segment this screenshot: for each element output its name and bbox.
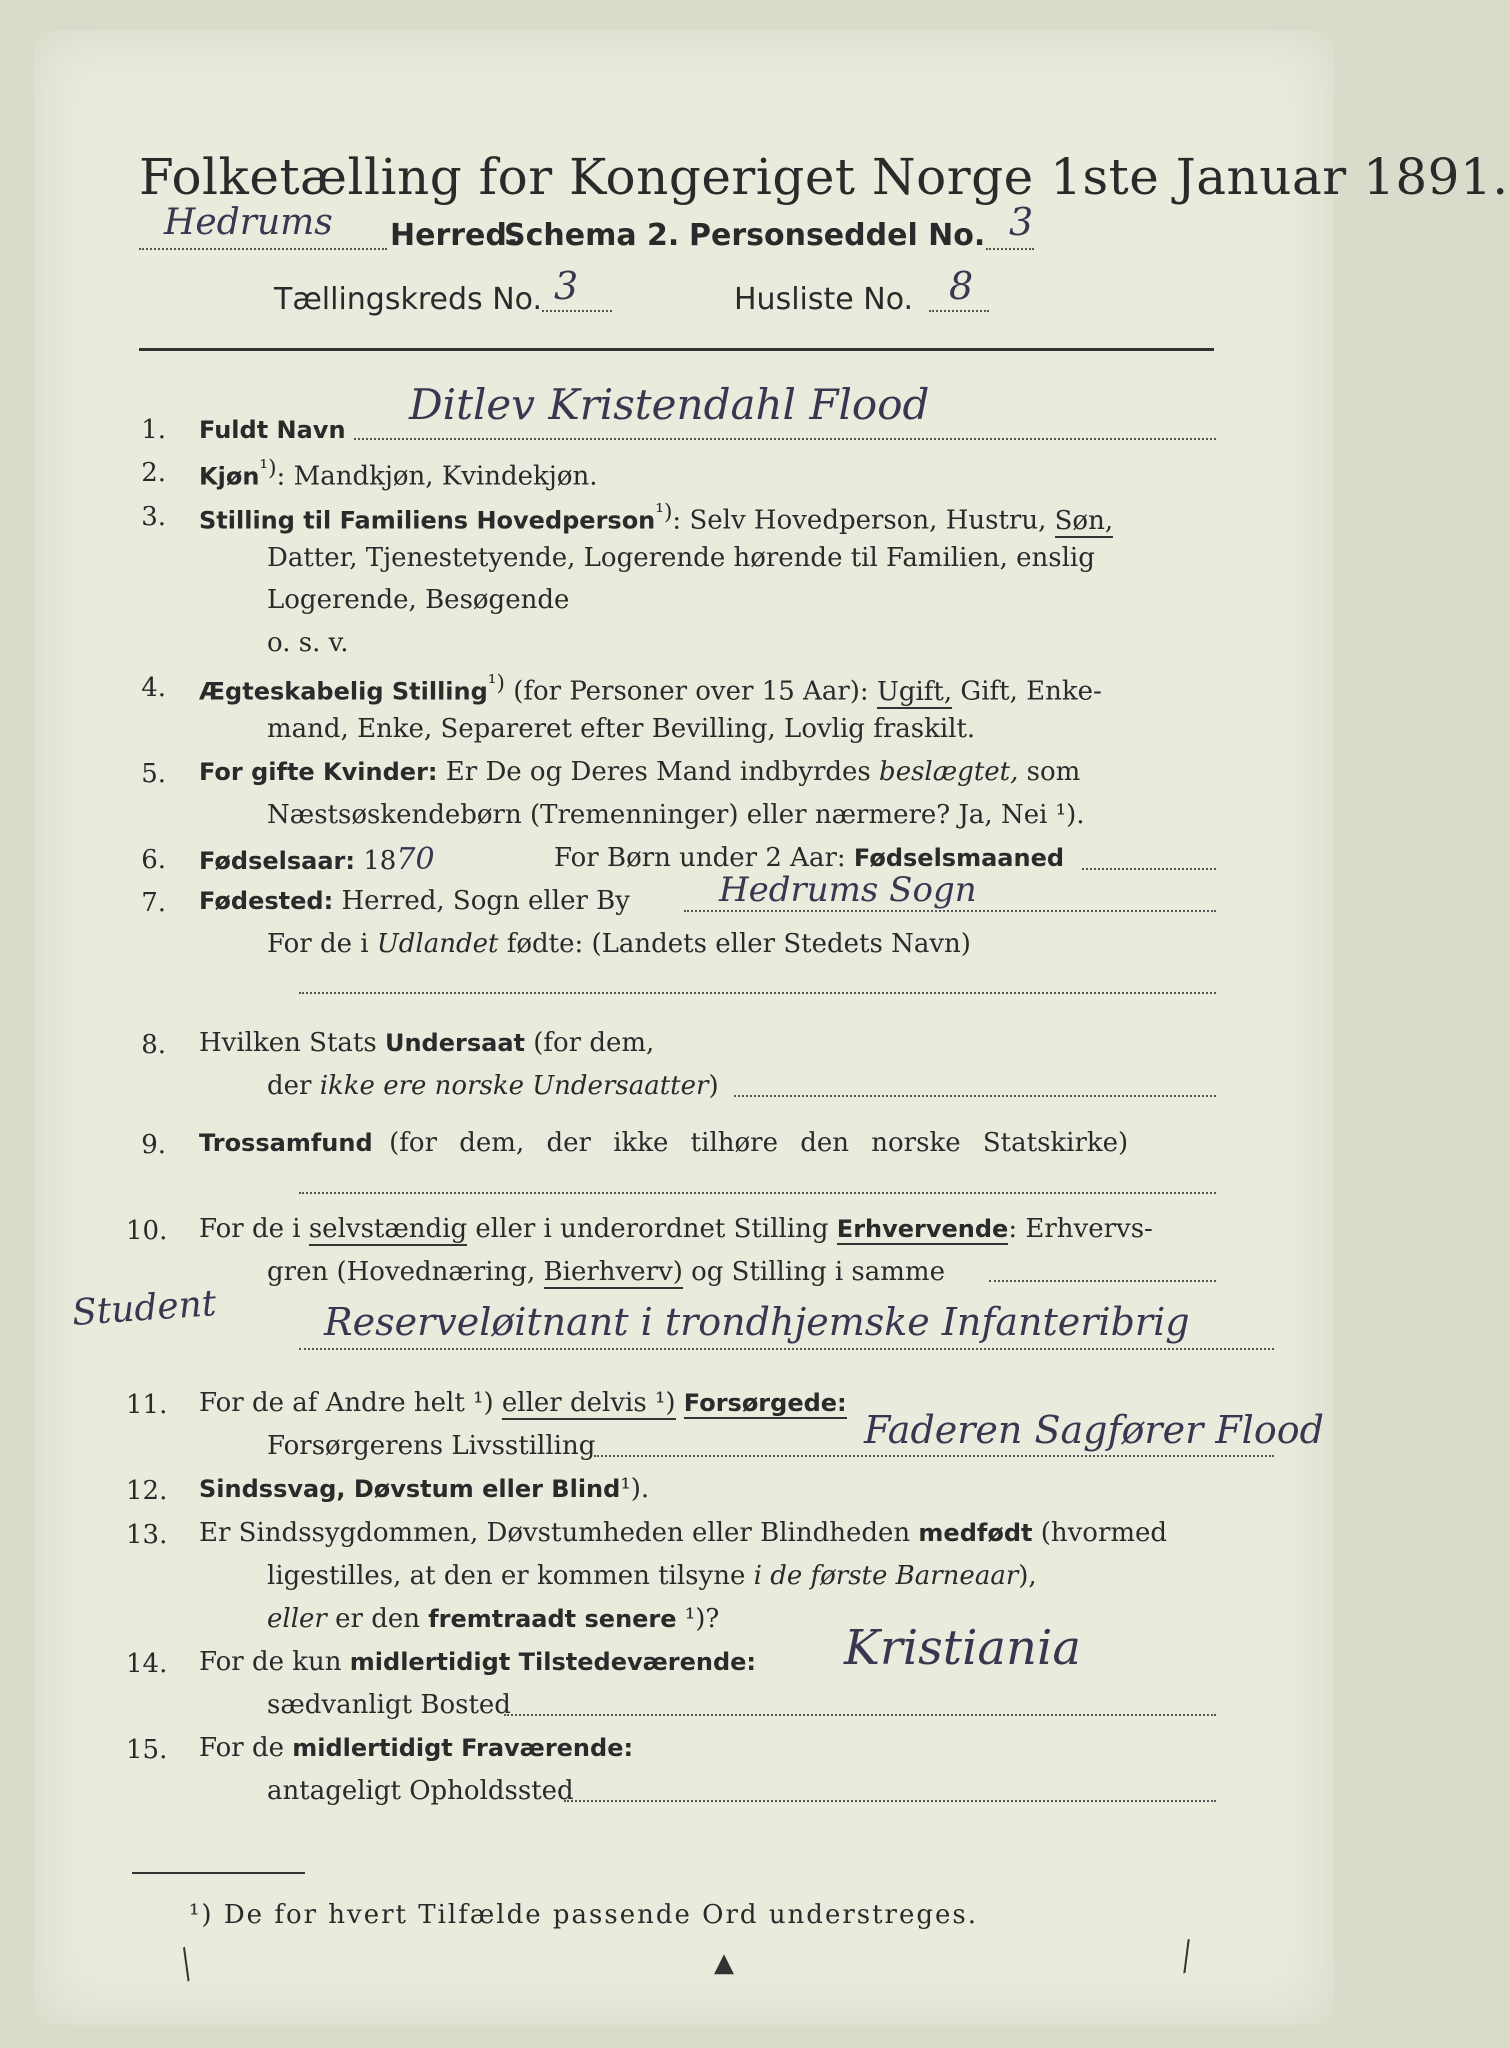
personseddel-dots: [986, 248, 1034, 250]
schema-label: Schema 2.: [504, 218, 680, 253]
tick-mark-center: ▲: [714, 1948, 734, 1978]
q15-line2: antageligt Opholdssted: [267, 1776, 574, 1806]
label-forsorgede: Forsørgede:: [683, 1389, 847, 1417]
q13-line3-end: ¹)?: [684, 1604, 720, 1634]
q10-line2: gren (Hovednæring,: [267, 1257, 536, 1287]
q7-line2-end: fødte: (Landets eller Stedets Navn): [506, 929, 971, 959]
q8-text: Hvilken Stats: [199, 1028, 377, 1058]
q14-text: For de kun: [199, 1647, 342, 1677]
q13-text2: (hvormed: [1040, 1518, 1168, 1548]
q11-line2: Forsørgerens Livsstilling: [267, 1431, 596, 1461]
item-number: 6.: [141, 845, 166, 875]
month-dots: [1082, 868, 1216, 870]
q13-line3: er den: [335, 1604, 420, 1634]
label-tilstedevaerende: midlertidigt Tilstedeværende:: [349, 1648, 757, 1676]
q15-text: For de: [199, 1733, 284, 1763]
abroad-dots: [299, 992, 1216, 994]
footnote-ref: ¹): [655, 500, 673, 525]
husliste-dots: [929, 310, 989, 312]
margin-note-student: Student: [70, 1283, 218, 1334]
kreds-value: 3: [554, 264, 579, 308]
tick-mark-right: ╱: [1174, 1940, 1200, 1974]
q10-line2-end: og Stilling i samme: [691, 1257, 945, 1287]
name-dots: [354, 438, 1216, 440]
answer-birthplace: Hedrums Sogn: [719, 870, 977, 910]
answer-occupation: Reserveløitnant i trondhjemske Infanteribrig: [324, 1300, 1190, 1344]
answer-year: 70: [396, 842, 435, 877]
label-gifte-kvinder: For gifte Kvinder:: [199, 758, 438, 786]
q13-text: Er Sindssygdommen, Døvstumheden eller Blindheden: [199, 1518, 911, 1548]
whereabouts-dots: [564, 1800, 1216, 1802]
q5-line2: Næstsøskendebørn (Tremenninger) eller nærmere? Ja, Nei ¹).: [267, 800, 1085, 830]
label-fodested: Fødested:: [199, 887, 334, 915]
stilling-options-3: Logerende, Besøgende: [267, 585, 570, 615]
q8-text2: (for dem,: [533, 1028, 655, 1058]
stilling-options-1: : Selv Hovedperson, Hustru,: [672, 505, 1047, 536]
q10-text: For de i: [199, 1214, 301, 1244]
q10-text3: : Erhvervs-: [1008, 1214, 1153, 1244]
label-trossamfund: Trossamfund: [199, 1129, 373, 1157]
q7-text: Herred, Sogn eller By: [341, 886, 630, 916]
label-stilling: Stilling til Familiens Hovedperson: [199, 506, 656, 535]
footnote-ref: ¹): [259, 456, 277, 481]
item-number: 7.: [141, 888, 166, 918]
answer-residence: Kristiania: [844, 1620, 1081, 1676]
aegteskab-options-1: Gift, Enke-: [960, 676, 1102, 707]
item-number: 9.: [141, 1130, 166, 1160]
q13-line2: ligestilles, at den er kommen tilsyne: [267, 1561, 746, 1591]
item-number: 5.: [141, 759, 166, 789]
provider-dots: [594, 1455, 1274, 1457]
label-fuldt-navn: Fuldt Navn: [199, 416, 346, 444]
q8-line2: der: [267, 1071, 312, 1101]
q5-text-end: som: [1026, 757, 1081, 787]
label-kjon: Kjøn: [199, 462, 260, 491]
nationality-dots: [734, 1095, 1216, 1097]
tick-mark-left: ╱: [171, 1948, 202, 1982]
label-medfodt: medfødt: [918, 1519, 1033, 1547]
label-fodselsaar: Fødselsaar:: [199, 847, 355, 875]
answer-name: Ditlev Kristendahl Flood: [409, 380, 930, 429]
aegteskab-note: (for Personer over 15 Aar):: [513, 676, 869, 707]
herred-value: Hedrums: [164, 202, 333, 243]
q10-text2: eller i underordnet Stilling: [475, 1214, 829, 1244]
label-erhvervende: Erhvervende: [836, 1215, 1009, 1243]
page-title: Folketælling for Kongeriget Norge 1ste Januar 1891.: [139, 148, 1509, 206]
personseddel-label: Personseddel No.: [689, 218, 986, 253]
item-number: 13.: [126, 1520, 168, 1550]
q8-paren: ): [708, 1071, 719, 1101]
census-form: [34, 30, 1509, 2025]
footnote-rule: [132, 1872, 305, 1874]
footnote-ref: ¹): [487, 671, 505, 696]
q13-line2-end: ),: [1018, 1561, 1037, 1591]
q8-italic: ikke ere norske Undersaatter: [319, 1071, 709, 1101]
underlined-delvis: eller delvis ¹): [501, 1388, 676, 1418]
religion-dots: [299, 1192, 1216, 1194]
husliste-value: 8: [949, 264, 974, 308]
selected-son: Søn,: [1054, 505, 1114, 536]
item-number: 14.: [126, 1649, 168, 1679]
herred-dots: [139, 248, 387, 250]
item-number: 3.: [141, 502, 166, 532]
q14-line2: sædvanligt Bosted: [267, 1690, 511, 1720]
kreds-dots: [542, 310, 612, 312]
label-sindssvag: Sindssvag, Døvstum eller Blind: [199, 1475, 621, 1503]
q13-eller: eller: [267, 1604, 327, 1634]
herred-label: Herred.: [390, 218, 519, 253]
item-number: 8.: [141, 1030, 166, 1060]
selected-ugift: Ugift,: [876, 676, 953, 707]
q5-italic: beslægtet,: [879, 757, 1019, 787]
q7-italic: Udlandet: [376, 929, 499, 959]
birthplace-dots: [684, 910, 1216, 912]
aegteskab-options-2: mand, Enke, Separeret efter Bevilling, Lovlig fraskilt.: [267, 714, 976, 744]
occupation-dots-1: [989, 1280, 1216, 1282]
header-rule: [139, 348, 1214, 351]
item-number: 10.: [126, 1216, 168, 1246]
kreds-label: Tællingskreds No.: [274, 282, 542, 317]
q13-italic: i de første Barneaar: [753, 1561, 1019, 1591]
residence-dots: [504, 1714, 1216, 1716]
husliste-label: Husliste No.: [734, 282, 914, 317]
label-undersaat: Undersaat: [384, 1029, 525, 1057]
item-number: 12.: [126, 1476, 168, 1506]
footnote: ¹) De for hvert Tilfælde passende Ord understreges.: [189, 1900, 979, 1930]
stilling-options-2: Datter, Tjenestetyende, Logerende hørende til Familien, enslig: [267, 543, 1095, 573]
q11-text: For de af Andre helt ¹): [199, 1388, 494, 1418]
item-number: 1.: [141, 415, 166, 445]
label-fodselsmaaned: Fødselsmaaned: [853, 844, 1065, 872]
personseddel-value: 3: [1009, 200, 1034, 244]
item-number: 4.: [141, 673, 166, 703]
stilling-options-4: o. s. v.: [267, 628, 349, 658]
label-fravaerende: midlertidigt Fraværende:: [292, 1734, 634, 1762]
underlined-bierhverv: Bierhverv): [543, 1257, 683, 1287]
q12-text: ¹).: [620, 1474, 650, 1504]
underlined-selvstaendig: selvstændig: [308, 1214, 468, 1244]
q9-text: (for dem, der ikke tilhøre den norske Statskirke): [389, 1128, 1129, 1158]
q5-text: Er De og Deres Mand indbyrdes: [445, 757, 871, 787]
item-number: 15.: [126, 1735, 168, 1765]
label-aegteskab: Ægteskabelig Stilling: [199, 677, 488, 706]
q6-text: For Børn under 2 Aar:: [554, 843, 846, 873]
answer-provider: Faderen Sagfører Flood: [864, 1408, 1324, 1452]
item-number: 2.: [141, 458, 166, 488]
q7-line2: For de i: [267, 929, 369, 959]
year-prefix: 18: [363, 846, 397, 876]
item-number: 11.: [126, 1390, 168, 1420]
occupation-dots-2: [299, 1348, 1274, 1350]
label-fremtraadt: fremtraadt senere: [428, 1605, 677, 1633]
kjon-options: : Mandkjøn, Kvindekjøn.: [276, 461, 598, 492]
